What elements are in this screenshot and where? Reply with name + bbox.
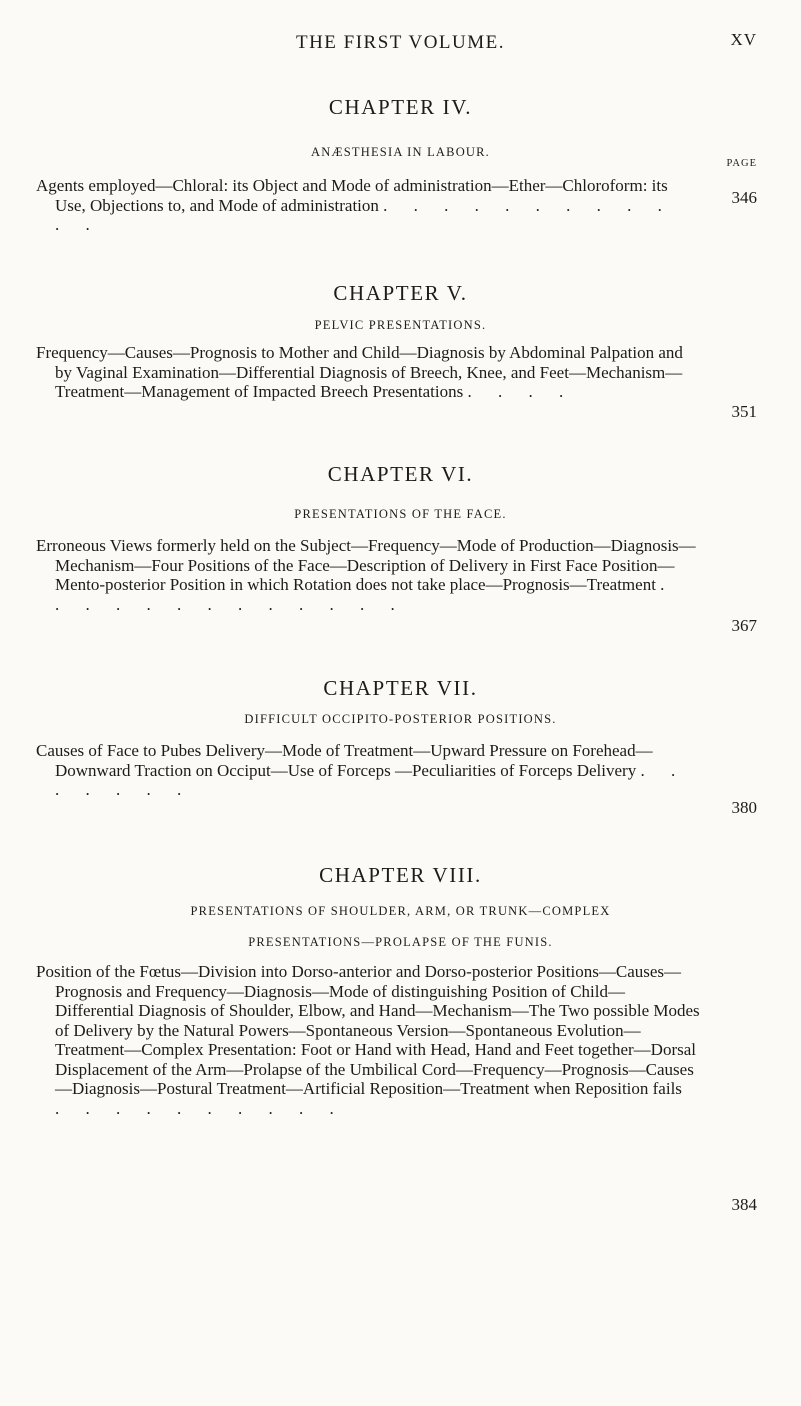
chapter-8-page-number: 384 — [731, 1195, 757, 1214]
chapter-4-page-number: 346 — [731, 188, 757, 207]
leader-dots: . . . . . . . . . . . . . — [55, 575, 676, 614]
chapter-5-page-number: 351 — [731, 402, 757, 421]
leader-dots: . . . . . . . — [55, 760, 687, 799]
leader-dots: . . . . . . . . . . — [55, 1098, 345, 1118]
page-column-label: PAGE — [726, 158, 757, 169]
chapter-4-subtitle: ANÆSTHESIA IN LABOUR. — [310, 145, 491, 159]
chapter-8-subtitle-line-1: PRESENTATIONS OF SHOULDER, ARM, OR TRUNK—COMPLEX — [190, 904, 611, 918]
page-folio: XV — [730, 30, 757, 49]
chapter-6-heading: CHAPTER VI. — [327, 462, 474, 486]
chapter-5-heading: CHAPTER V. — [333, 281, 468, 305]
leader-dots: . . . . — [467, 382, 575, 401]
chapter-7-contents-text: Causes of Face to Pubes Delivery—Mode of Treatment—Upward Pressure on Forehead—Downward Traction on Occiput—Use of Forceps —Peculiarities of Forceps Delivery — [36, 741, 653, 780]
chapter-6-contents-text: Erroneous Views formerly held on the Subject—Frequency—Mode of Production—Diagnosis—Mechanism—Four Positions of the Face—Description of Delivery in First Face Position—Mento-posterior Position in which Rotation does not take place—Prognosis—Treatment — [36, 536, 696, 594]
leader-dots: . . . . . . . . . . . . — [55, 195, 673, 234]
chapter-7-page-number: 380 — [731, 798, 757, 817]
chapter-5-contents-text: Frequency—Causes—Prognosis to Mother and Child—Diagnosis by Abdominal Palpation and by Vaginal Examination—Differential Diagnosis of Breech, Knee, and Feet—Mechanism—Treatment—Management of Impacted Breech Presentations — [36, 343, 683, 401]
running-head: THE FIRST VOLUME. — [295, 32, 505, 53]
chapter-8-contents-text: Position of the Fœtus—Division into Dorso-anterior and Dorso-posterior Positions—Causes—Prognosis and Frequency—Diagnosis—Mode of distinguishing Position of Child—Differential Diagnosis of Shoulder, Elbow, and Hand—Mechanism—The Two possible Modes of Delivery by the Natural Powers—Spontaneous Version—Spontaneous Evolution—Treatment—Complex Presentation: Foot or Hand with Head, Hand and Feet together—Dorsal Displacement of the Arm—Prolapse of the Umbilical Cord—Frequency—Prognosis—Causes—Diagnosis—Postural Treatment—Artificial Reposition—Treatment when Reposition fails — [36, 962, 700, 1098]
chapter-4-contents — [36, 176, 700, 235]
chapter-8-heading: CHAPTER VIII. — [319, 863, 482, 887]
chapter-6-page-number: 367 — [731, 616, 757, 635]
chapter-5-contents — [36, 343, 700, 402]
chapter-4-contents-text: Agents employed—Chloral: its Object and Mode of administration—Ether—Chloroform: its Use, Objections to, and Mode of administration — [36, 176, 668, 215]
chapter-5-subtitle: PELVIC PRESENTATIONS. — [314, 318, 487, 332]
chapter-7-heading: CHAPTER VII. — [323, 676, 478, 700]
chapter-8-contents — [36, 962, 700, 1118]
chapter-7-contents — [36, 741, 700, 800]
chapter-6-contents — [36, 536, 700, 614]
chapter-8-subtitle-line-2: PRESENTATIONS—PROLAPSE OF THE FUNIS. — [248, 935, 553, 949]
chapter-7-subtitle: DIFFICULT OCCIPITO-POSTERIOR POSITIONS. — [244, 712, 557, 726]
chapter-4-heading: CHAPTER IV. — [328, 95, 473, 119]
chapter-6-subtitle: PRESENTATIONS OF THE FACE. — [294, 507, 507, 521]
